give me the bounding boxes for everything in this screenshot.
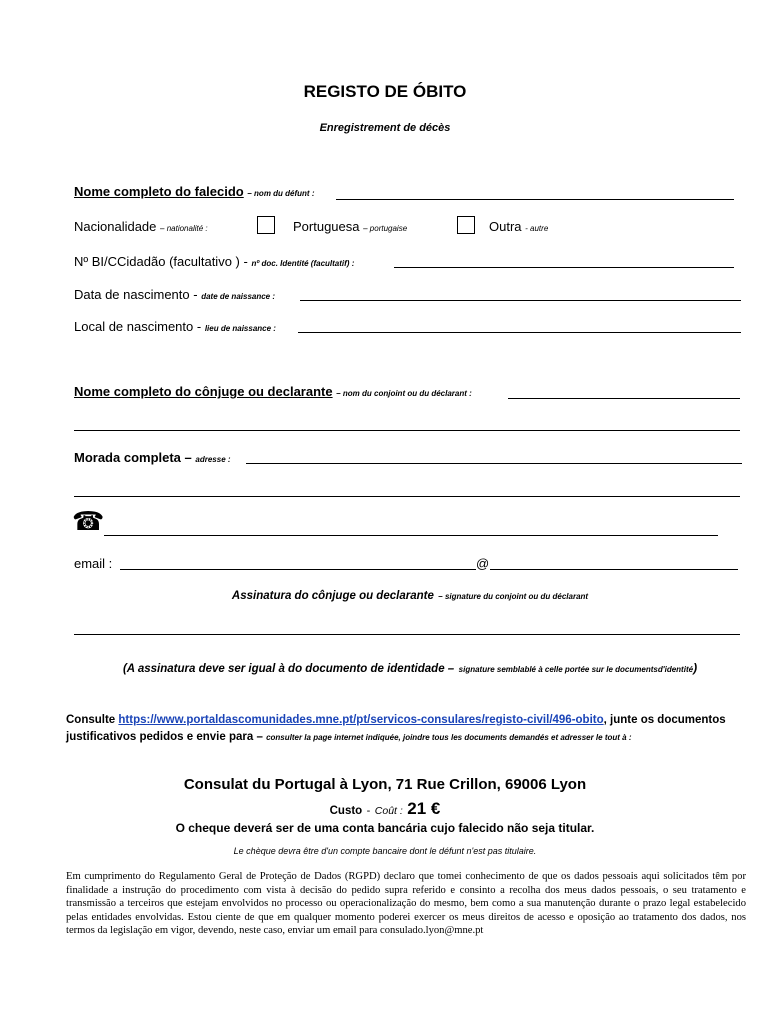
other-option-label: Outra [489, 219, 522, 234]
consulate-address: Consulat du Portugal à Lyon, 71 Rue Crillon, 69006 Lyon [183, 776, 587, 793]
page-title: REGISTO DE ÓBITO [303, 82, 467, 101]
address-label-fr: adresse : [195, 455, 231, 464]
signature-field[interactable] [74, 634, 740, 635]
birth-date-label: Data de nascimento - [74, 287, 198, 302]
birth-place-label-fr: lieu de naissance : [204, 324, 276, 333]
birth-place-label-group [74, 319, 276, 334]
cost-line: Custo - Coût : 21 € [329, 799, 441, 818]
cost-label-fr: Coût : [374, 805, 403, 817]
deceased-name-label: Nome completo do falecido [74, 184, 244, 199]
id-number-label-fr: nº doc. Identité (facultatif) : [251, 259, 355, 268]
birth-date-label-fr: date de naissance : [201, 292, 276, 301]
rgpd-paragraph: Em cumprimento do Regulamento Geral de Proteção de Dados (RGPD) declaro que tomei conhecimento de que os dados pessoais aqui solicitados têm por finalidade a instrução do procedimento com vista à decisão do pedido supra referido e consinto a recolha dos meus dados pessoais, o seu tratamento e transmissão a terceiros que estejam envolvidos no processo ou operacionalização do mesmo, bem como a sua manutenção durante o prazo legal estabelecido pelas entidades envolvidas. Estou ciente de que em qualquer momento poderei exercer os meus direitos de acesso e oposição ao tratamento dos dados, nos termos da legislação em vigor, devendo, neste caso, enviar um email para consulado.lyon@mne.pt [66, 871, 746, 937]
birth-date-field[interactable] [300, 300, 741, 301]
email-label: email : [74, 556, 113, 571]
cheque-note-fr: Le chèque devra être d'un compte bancaire dont le défunt n'est pas titulaire. [233, 846, 537, 856]
cost-value: 21 € [407, 799, 441, 818]
deceased-name-field[interactable] [336, 199, 734, 200]
signature-label-group [0, 586, 770, 604]
nationality-label-group [74, 219, 208, 234]
consulate-portal-link[interactable]: https://www.portaldascomunidades.mne.pt/pt/servicos-consulares/registo-civil/496-obito [118, 714, 604, 726]
signature-note [0, 659, 770, 677]
email-at-sign: @ [476, 556, 490, 571]
declarant-name-label: Nome completo do cônjuge ou declarante [74, 384, 333, 399]
nationality-label-fr: – nationalité : [160, 224, 208, 233]
deceased-name-label-group [74, 184, 314, 199]
address-field[interactable] [246, 463, 742, 464]
consult-fr: consulter la page internet indiquée, joindre tous les documents demandés et adresser le tout à : [266, 733, 632, 742]
signature-note-fr: signature semblablé à celle portée sur le documentsd'identité [458, 665, 694, 674]
address-label-group [74, 450, 231, 465]
portuguese-option-label-fr: – portugaise [363, 224, 408, 233]
portuguese-option-group [293, 219, 407, 234]
deceased-name-label-fr: – nom du défunt : [247, 189, 315, 198]
other-option-group [489, 219, 548, 234]
other-option-label-fr: - autre [525, 224, 549, 233]
email-domain-field[interactable] [490, 569, 738, 570]
signature-note-close: ) [693, 661, 698, 675]
address-field-line-2[interactable] [74, 496, 740, 497]
nationality-label: Nacionalidade [74, 219, 157, 234]
address-label: Morada completa – [74, 450, 192, 465]
phone-icon: ☎ [72, 506, 105, 536]
declarant-name-label-fr: – nom du conjoint ou du déclarant : [336, 389, 472, 398]
cheque-note: O cheque deverá ser de uma conta bancária cujo falecido não seja titular. [175, 821, 595, 835]
portuguese-option-label: Portuguesa [293, 219, 360, 234]
id-number-field[interactable] [394, 267, 734, 268]
consult-prefix: Consulte [66, 714, 116, 726]
declarant-name-label-group [74, 384, 472, 399]
declarant-name-field[interactable] [508, 398, 740, 399]
phone-field[interactable] [104, 535, 718, 536]
signature-note-text: (A assinatura deve ser igual à do documento de identidade – [122, 663, 455, 675]
portuguese-checkbox[interactable] [257, 216, 275, 234]
signature-label-fr: – signature du conjoint ou du déclarant [438, 592, 589, 601]
cost-label: Custo [329, 805, 363, 817]
page-subtitle: Enregistrement de décès [319, 122, 451, 134]
consult-suffix: , junte os documentos justificativos pedidos e envie para – [66, 714, 726, 743]
birth-date-label-group [74, 287, 275, 302]
birth-place-label: Local de nascimento - [74, 319, 202, 334]
email-local-field[interactable] [120, 569, 476, 570]
birth-place-field[interactable] [298, 332, 741, 333]
signature-label: Assinatura do cônjuge ou declarante [231, 590, 434, 602]
declarant-name-field-line-2[interactable] [74, 430, 740, 431]
other-nationality-checkbox[interactable] [457, 216, 475, 234]
id-number-label: Nº BI/CCidadão (facultativo ) - [74, 254, 248, 269]
instructions-paragraph [66, 712, 746, 746]
id-number-label-group [74, 254, 354, 269]
